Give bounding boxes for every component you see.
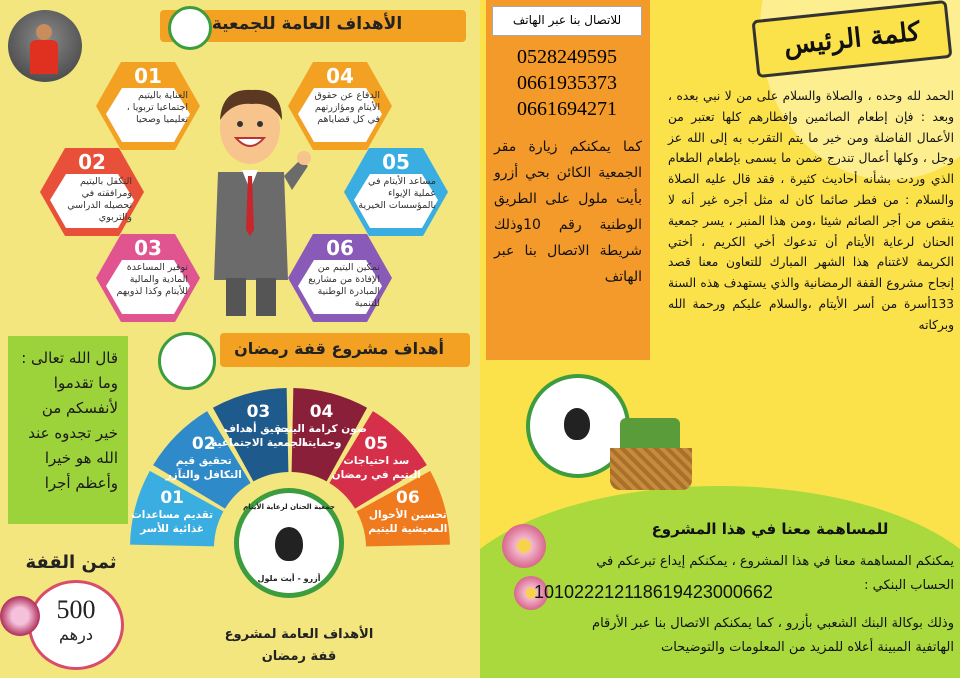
businessman-illustration: [192, 80, 312, 320]
segment-number: 04: [309, 402, 334, 423]
goal-text: العناية باليتيم اجتماعيا تربويا ، تعليميا وصحيا: [126, 90, 188, 125]
goal-hexagon: [38, 146, 146, 238]
wheel-caption: الأهداف العامة لمشروع قفة رمضان: [224, 627, 374, 664]
goal-number: 03: [134, 236, 162, 260]
child-head-icon: [564, 408, 590, 440]
visit-text: كما يمكنكم زيارة مقر الجمعية الكائن بحي أزرو بأيت ملول على الطريق الوطنية رقم 10وذلك شريطة الاتصال بنا عبر الهاتف: [494, 139, 642, 285]
project-title-banner: [220, 333, 470, 367]
goal-number: 06: [326, 236, 354, 260]
price-label: ثمن القفة: [25, 552, 117, 573]
goal-hexagon: [94, 232, 202, 324]
bank-account: 101022212118619423000662: [534, 582, 773, 602]
segment-text: تقديم مساعدات غذائية للأسر: [131, 509, 214, 536]
quran-quote-box: [8, 336, 128, 524]
segment-text: تحسين الأحوال المعيشية لليتيم: [368, 509, 448, 536]
segment-number: 02: [191, 433, 216, 454]
president-title: كلمة الرئيس: [782, 16, 922, 62]
price-unit: درهم: [59, 625, 93, 644]
contribute-title: للمساهمة معنا في هذا المشروع: [651, 520, 889, 538]
segment-number: 05: [364, 433, 389, 454]
logo-small-top: [168, 6, 212, 50]
goal-text: تمكين اليتيم من الإفادة من مشاريع المبادرة الوطنية للتنمية: [308, 262, 380, 309]
goal-number: 04: [326, 64, 354, 88]
flower-icon: [0, 596, 40, 636]
contact-title: للاتصال بنا عبر الهاتف: [512, 13, 622, 27]
contribute-text-2: وذلك بوكالة البنك الشعبي بأزرو ، كما يمكنكم الاتصال بنا عبر الأرقام الهاتفية المبينة أعلاه للمزيد من المعلومات والتوضيحات: [592, 616, 954, 655]
logo-bottom-text: أزرو - أيت ملول: [257, 574, 321, 583]
goal-text: التكفل باليتيم ومرافقته في تحصيله الدراسي والتربوي: [67, 176, 132, 223]
segment-number: 03: [246, 402, 271, 423]
child-head-icon: [275, 527, 303, 561]
price-value: 500: [56, 595, 96, 624]
goal-hexagon: [342, 146, 450, 238]
goals-title: الأهداف العامة للجمعية: [211, 14, 403, 34]
segment-text: سد احتياجات اليتيم في رمضان: [331, 454, 421, 481]
segment-text: صون كرامة اليتيم وحمايته: [276, 423, 367, 450]
association-logo: [234, 488, 344, 598]
price-badge: [28, 580, 124, 670]
goal-text: توفير المساعدة المادية والمالية للأيتام وكذا لذويهم: [116, 262, 188, 297]
flower-icon: [502, 524, 546, 568]
logo-top-text: جمعية الحنان لرعاية الأيتام: [243, 503, 335, 511]
goal-text: الدفاع عن حقوق الأيتام ومؤازرتهم في كل قضاياهم: [314, 90, 380, 125]
volunteer-photo: [8, 10, 82, 82]
phone-3: 0661694271: [517, 98, 617, 120]
project-title: أهداف مشروع قفة رمضان: [234, 339, 444, 358]
goal-number: 05: [382, 150, 410, 174]
segment-text: تحقيق قيم التكافل والتآزر: [165, 454, 242, 481]
segment-number: 01: [160, 488, 184, 509]
contribute-text-1: يمكنكم المساهمة معنا في هذا المشروع ، يمكنكم إيداع تبرعكم في الحساب البنكي :: [596, 554, 954, 593]
president-text: الحمد لله وحده ، والصلاة والسلام على من لا نبي بعده ، وبعد : فإن إطعام الصائمين وإفطارهم كلها تعتبر من الأعمال الفاضلة ومن خير ما يتم التقرب به إلى الله عز وجل ، وكلها أعمال تندرج ضمن ما يسمى بإطعام الطعام الذي وردت بشأنه أحاديث كثيرة ، فقد قال عليه الصلاة والسلام : من فطر صائما كان له مثل أجره غير أنه لا ينقص من أجر الصائم شيئا ،ومن هذا المنبر ، يسر جمعية الحنان لرعاية الأيتام أن تدعوك أخي الكريم ، أختي الكريمة لاغتنام هذا الشهر المبارك للتعاون معنا قصد إنجاح مشروع القفة الرمضانية والذي يستهدف هذه السنة 133أسرة من أسر الأيتام ،والسلام عليكم ورحمة الله وبركاته: [668, 89, 954, 332]
goal-hexagon: [94, 60, 202, 152]
goal-number: 01: [134, 64, 162, 88]
segment-number: 06: [395, 488, 420, 509]
phone-list: [492, 44, 642, 122]
food-basket-image: [610, 418, 692, 490]
goal-number: 02: [78, 150, 106, 174]
contact-title-box: [492, 6, 642, 36]
phone-2: 0661935373: [517, 72, 617, 94]
quran-quote: قال الله تعالى : وما تقدموا لأنفسكم من خير تجدوه عند الله هو خيرا وأعظم أجرا: [21, 349, 118, 492]
goal-text: مساعد الأيتام في عملية الإيواء بالمؤسسات الخيرية: [358, 176, 436, 211]
right-panel: [480, 0, 960, 678]
segment-text: تحقيق أهداف الجمعية الاجتماعية: [211, 423, 306, 450]
phone-1: 0528249595: [517, 46, 617, 68]
